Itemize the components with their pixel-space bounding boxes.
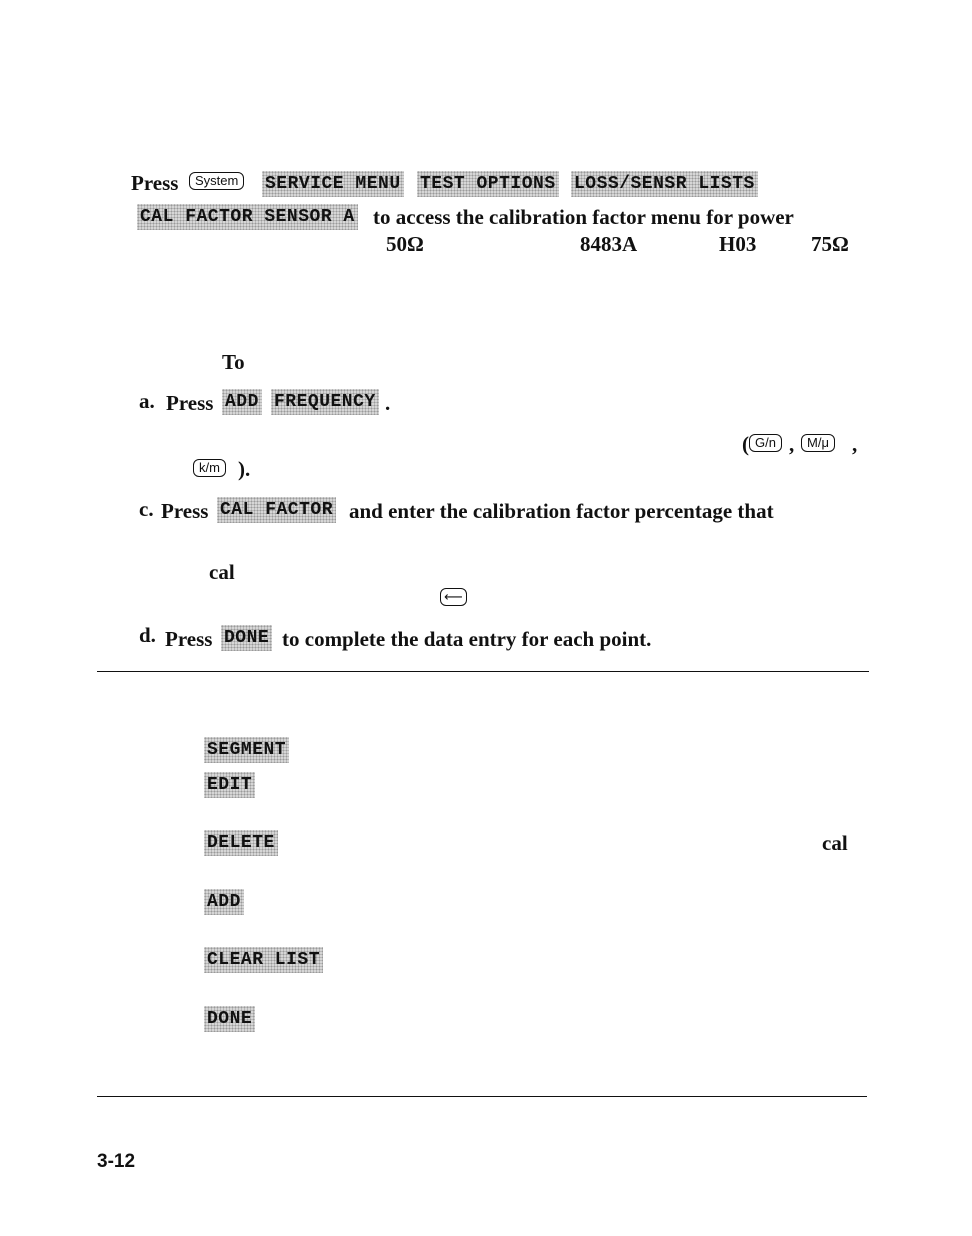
step-a-marker: a.: [139, 389, 155, 413]
softkey-done-menu[interactable]: DONE: [204, 1006, 255, 1032]
step-c-text: and enter the calibration factor percentage that: [349, 499, 774, 523]
softkey-test-options[interactable]: TEST OPTIONS: [417, 171, 559, 197]
press-text: Press: [131, 171, 179, 195]
softkey-segment[interactable]: SEGMENT: [204, 737, 289, 763]
step-d-press: Press: [165, 627, 213, 651]
impedance-50-text: 50Ω: [386, 232, 424, 256]
step-a-end: .: [385, 391, 391, 415]
k-m-key[interactable]: k/m: [193, 459, 226, 477]
softkey-delete[interactable]: DELETE: [204, 830, 278, 856]
delete-cal-text: cal: [822, 831, 848, 855]
cal-text: cal: [209, 560, 235, 584]
step-b-close: ).: [238, 457, 251, 481]
step-d-text: to complete the data entry for each point.: [282, 627, 652, 651]
softkey-add[interactable]: ADD: [222, 389, 262, 415]
step-c-marker: c.: [139, 497, 154, 521]
step-b-comma2: ,: [852, 432, 858, 456]
step-a-press: Press: [166, 391, 214, 415]
step-c-press: Press: [161, 499, 209, 523]
softkey-cal-factor-sensor-a[interactable]: CAL FACTOR SENSOR A: [137, 204, 358, 230]
m-mu-key[interactable]: M/μ: [801, 434, 835, 452]
softkey-edit[interactable]: EDIT: [204, 772, 255, 798]
system-key[interactable]: System: [189, 172, 244, 190]
softkey-add-segment[interactable]: ADD: [204, 889, 244, 915]
impedance-75-text: 75Ω: [811, 232, 849, 256]
softkey-clear-list[interactable]: CLEAR LIST: [204, 947, 323, 973]
sensor-model-text: 8483A: [580, 232, 638, 256]
step-d-marker: d.: [139, 623, 156, 647]
softkey-frequency[interactable]: FREQUENCY: [271, 389, 379, 415]
softkey-loss-sensr-lists[interactable]: LOSS/SENSR LISTS: [571, 171, 758, 197]
instruction-text: to access the calibration factor menu for power: [373, 205, 794, 229]
to-text: To: [222, 350, 245, 374]
step-b-comma1: ,: [789, 432, 795, 456]
backspace-key[interactable]: ⟵: [440, 588, 467, 606]
softkey-service-menu[interactable]: SERVICE MENU: [262, 171, 404, 197]
softkey-cal-factor[interactable]: CAL FACTOR: [217, 497, 336, 523]
option-code-text: H03: [719, 232, 757, 256]
footer-divider: [97, 1096, 867, 1097]
step-b-open: (: [742, 432, 749, 456]
g-n-key[interactable]: G/n: [749, 434, 782, 452]
softkey-done[interactable]: DONE: [221, 625, 272, 651]
section-divider: [97, 671, 869, 672]
page-number: 3-12: [97, 1151, 136, 1172]
